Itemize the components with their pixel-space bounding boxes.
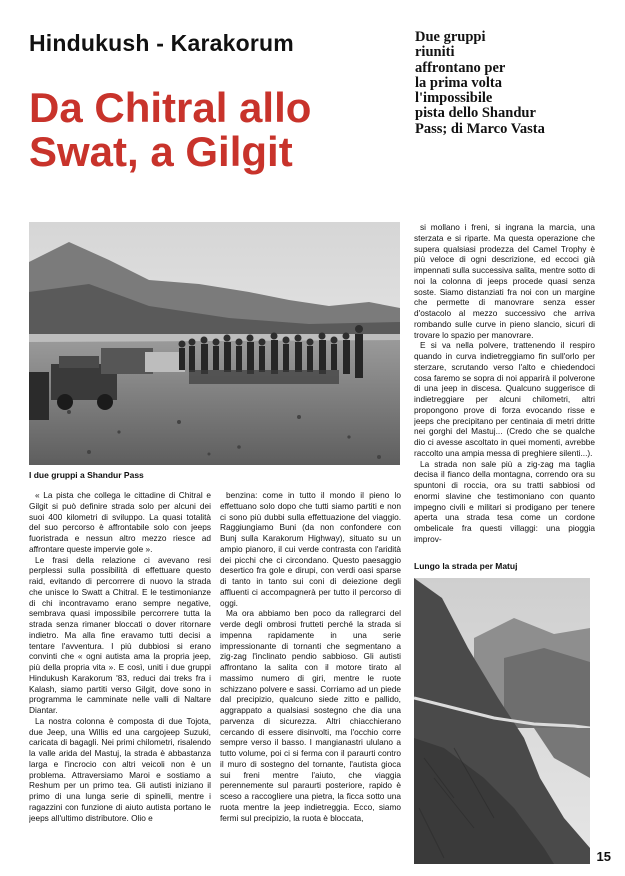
paragraph: E si va nella polvere, trattenendo il respiro quando in curva indietreggiamo fin sull'orlo per sterzare, scrutando verso l'alto e chiedendoci cosa faremo se sopra di noi apparirà il polverone di una jeep in discesa. Qualcuno suggerisce di indietreggiare per alcuni chilometri, altri propongono prove di forza evocando risse e jeeps che precipitano per centinaia di metri dritte nei gorghi del Mastuj... (Credo che se qualche dio ci avesse ascoltato in quei momenti, avrebbe raccolto una ampia messa di preghiere silenti...).	[414, 340, 595, 458]
photo-caption: I due gruppi a Shandur Pass	[29, 470, 144, 480]
deck-line: Pass; di Marco Vasta	[415, 120, 545, 137]
deck-line: pista dello Shandur	[415, 105, 536, 122]
paragraph: La strada non sale più a zig-zag ma taglia decisa il fianco della montagna, correndo ora su spuntoni di roccia, ora su tratti sabbiosi od enormi slavine che testimoniano con quanto impegno civili e militari si prodigano per tenere aperta una strada tesa come un cordone ombelicale fra questi villaggi: una pioggia improv-	[414, 458, 595, 544]
page-number: 15	[596, 849, 611, 864]
article-column-2	[220, 490, 401, 866]
photo-caption: Lungo la strada per Matuj	[414, 561, 518, 571]
deck-line: riuniti	[415, 44, 455, 61]
paragraph: Ma ora abbiamo ben poco da rallegrarci del verde degli ombrosi frutteti perché la strada si impenna rapidamente in una serie impressionante di tornanti che segmentano a zig-zag l'inclinato pendio sabbioso. Gli autisti affrontano la salita con il motore tirato al massimo numero di giri, mentre le ruote schizzano polvere e sassi. Corriamo ad un piede dal precipizio, qualcuno siede zitto e pallido, aggrappato a qualsiasi sostegno che dia una parvenza di sicurezza. Altri chiacchierano cercando di essere disinvolti, ma l'occhio corre sempre verso il basso. I mangianastri ululano a tutto volume, poi ci si ferma con il paraurti contro il muro di sostegno del tornante, l'autista gioca sui freni mentre l'aiuto, che viaggia perennemente sul paraurti posteriore, rapido è sceso a raccogliere una pietra, la ficca sotto una ruota mentre la jeep indietreggia. Ecco, siamo fermi sul precipizio, la ruota è bloccata,	[220, 608, 401, 823]
deck-line: Due gruppi	[415, 29, 486, 45]
deck-line: affrontano per	[415, 59, 506, 76]
paragraph: « La pista che collega le cittadine di Chitral e Gilgit si può definire strada solo per alcuni dei suoi 400 kilometri di sviluppo. La quasi totalità del suo percorso è affrontabile solo con jeeps fuoristrada e nessun altro mezzo riesce ad affrontare queste impervie gole ».	[29, 490, 211, 554]
group-photo	[29, 222, 400, 465]
headline	[29, 86, 399, 174]
article-column-1	[29, 490, 211, 866]
section-title: Hindukush - Karakorum	[29, 30, 294, 56]
headline-line: Swat, a Gilgit	[29, 128, 293, 175]
paragraph: Le frasi della relazione ci avevano resi perplessi sulla possibilità di effettuare questo raid, evitando di percorrere di nuovo la strada che unisce lo Swatt a Chitral. E le testimonianze di chi incontravamo erano sempre negative, sembrava quasi impossibile percorrere tutta la strada senza rimaner bloccati o dover ritornare indietro. Ma alla fine eravamo tutti decisi a tentare l'avventura. I più dubbiosi si erano convinti che « ogni autista ama la propria jeep, più della propria vita ». E così, uniti i due gruppi Hindukush Karakorum '83, reduci dai treks fra i Kalash, siamo partiti verso Gilgit, dove sono in programma le camminate nelle valli di Naltare Diantar.	[29, 554, 211, 715]
paragraph: La nostra colonna è composta di due Tojota, due Jeep, una Willis ed una cargojeep Suzuki, caricata di bagagli. Nei primi chilometri, risalendo la valle arida del Mastuj, la strada è abbastanza larga e l'incrocio con altri veicoli non è un problema. Attraversiamo Maroi e sostiamo a Reshum per un primo tea. Gli autisti iniziano il primo di una lunga serie di spinelli, mentre i ragazzini con funzione di aiuto autista portano le jeeps all'ultimo distributore. Olio e	[29, 715, 211, 823]
article-column-3	[414, 222, 595, 556]
paragraph: si mollano i freni, si ingrana la marcia, una sterzata e si riparte. Ma questa operazione che supera qualsiasi prodezza del Camel Trophy è più veloce di ogni descrizione, ed eccoci già impennati sulla successiva salita, mentre sotto di noi la colonna di jeeps procede quasi senza soste. Siamo distanziati fra noi con un margine che permette di manovrare senza esser d'ostacolo al mezzo successivo che arriva rombando sulle curve in pieno slancio, sicuri di trovare lo spazio per manovrare.	[414, 222, 595, 340]
paragraph: benzina: come in tutto il mondo il pieno lo effettuano solo dopo che tutti siamo partiti e non ci sono più dubbi sulla effettuazione del viaggio. Raggiungiamo Buni (da non confondere con Bunj sulla Karakorum Highway), situato su un ampio pianoro, il cui verde contrasta con l'aridità dei picchi che ci circondano. Questo paesaggio desertico fra gole e dirupi, con verdi oasi sparse di tanto in tanto sui coni di deiezione degli affluenti ci accompagnerà per tutto il percorso di oggi.	[220, 490, 401, 608]
headline-line: Da Chitral allo	[29, 84, 312, 131]
deck-line: la prima volta	[415, 74, 502, 91]
deck	[415, 30, 600, 137]
deck-line: l'impossibile	[415, 90, 493, 107]
mountain-road-photo	[414, 578, 590, 864]
